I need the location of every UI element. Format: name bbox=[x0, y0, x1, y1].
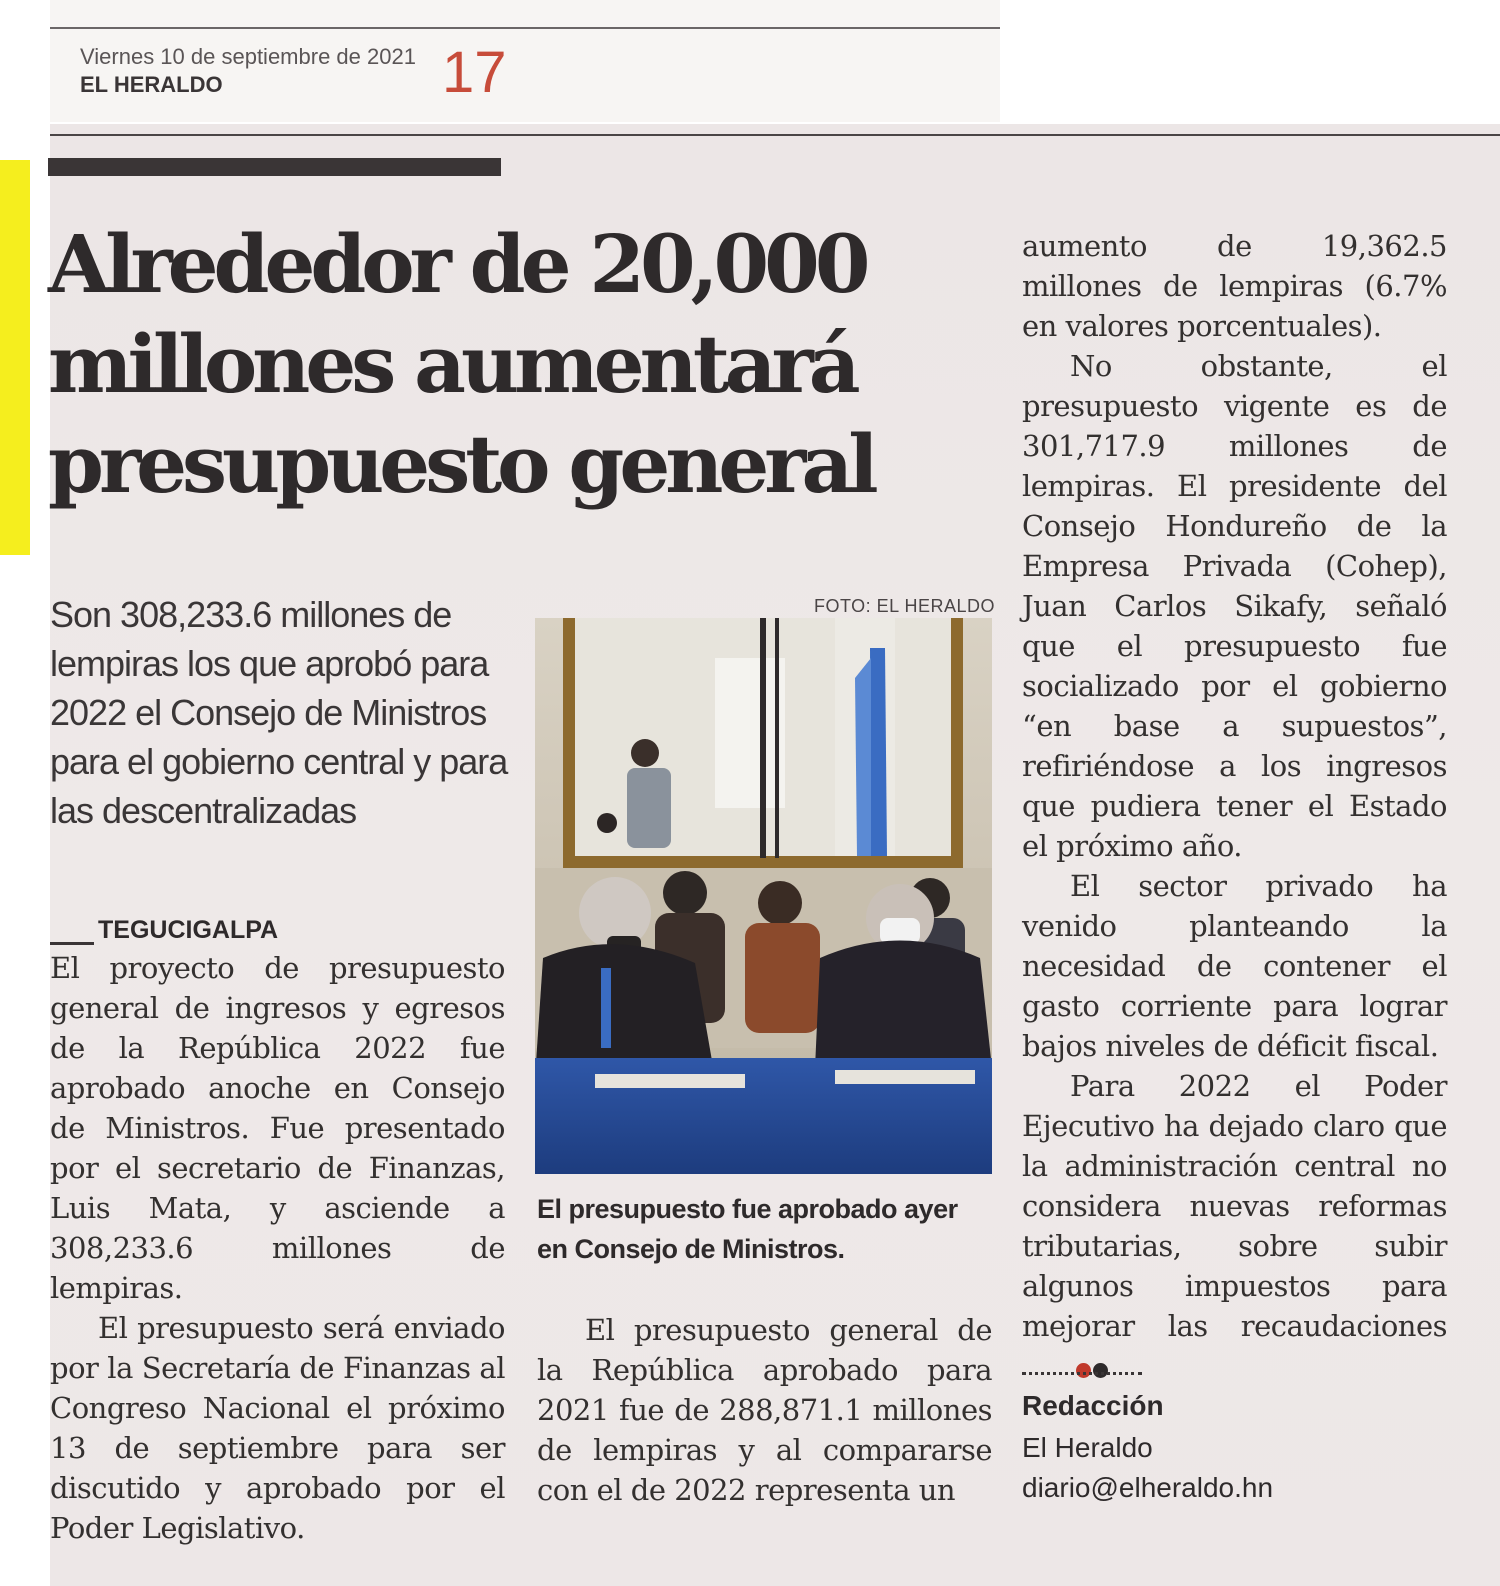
highlighter-mark bbox=[0, 160, 30, 555]
headline bbox=[48, 214, 998, 514]
article-photo bbox=[535, 618, 992, 1174]
byline-separator bbox=[1022, 1372, 1142, 1375]
page-number: 17 bbox=[442, 40, 507, 105]
body-column-1 bbox=[50, 948, 505, 1548]
issue-date: Viernes 10 de septiembre de 2021 bbox=[80, 44, 416, 69]
header-rule bbox=[50, 27, 1000, 29]
section-bar bbox=[48, 158, 501, 176]
newspaper-name: EL HERALDO bbox=[80, 72, 223, 97]
body-column-3 bbox=[1022, 226, 1447, 1388]
clipping-rule bbox=[50, 134, 1500, 136]
photo-caption: El presupuesto fue aprobado ayer en Consejo de Ministros. bbox=[537, 1194, 958, 1264]
headline-line: millones aumentará bbox=[48, 317, 856, 411]
headline-line: Alrededor de 20,000 bbox=[48, 217, 866, 311]
byline-email: diario@elheraldo.hn bbox=[1022, 1472, 1274, 1503]
body-paragraph: El sector privado ha venido planteando la necesidad de contener el gasto corriente para lograr bajos niveles de déficit fiscal. bbox=[1022, 869, 1447, 1063]
final-paragraph-text: Para 2022 el Poder Ejecutivo ha dejado claro que la administración central no considera nuevas reformas tributarias, sobre subir algunos impuestos para mejorar las recaudaciones bbox=[1022, 1069, 1447, 1343]
end-dot-dark bbox=[1093, 1363, 1108, 1378]
dateline-rule bbox=[50, 942, 94, 945]
dateline: TEGUCIGALPA bbox=[98, 916, 279, 944]
body-paragraph: No obstante, el presupuesto vigente es de 301,717.9 millones de lempiras. El presidente del Consejo Hondureño de la Empresa Privada (Cohep), Juan Carlos Sikafy, señaló que el presupuesto fue socializado por el gobierno “en base a supuestos”, refiriéndose a los ingresos que pudiera tener el Estado el próximo año. bbox=[1022, 349, 1447, 863]
body-paragraph bbox=[1022, 1066, 1447, 1388]
body-paragraph: aumento de 19,362.5 millones de lempiras (6.7% en valores porcentuales). bbox=[1022, 229, 1447, 343]
byline-name: Redacción bbox=[1022, 1390, 1164, 1421]
body-paragraph: El presupuesto general de la República aprobado para 2021 fue de 288,871.1 millones de lempiras y al compararse con el de 2022 representa un bbox=[537, 1313, 992, 1507]
headline-line: presupuesto general bbox=[48, 417, 874, 511]
photo-credit: FOTO: EL HERALDO bbox=[814, 596, 996, 616]
end-dot-red bbox=[1076, 1363, 1091, 1378]
body-paragraph: El presupuesto será enviado por la Secretaría de Finanzas al Congreso Nacional el próximo 13 de septiembre para ser discutido y aprobado por el Poder Legislativo. bbox=[50, 1311, 505, 1545]
body-column-2 bbox=[537, 1310, 992, 1510]
end-of-article-marker bbox=[1028, 1348, 1110, 1388]
body-paragraph: El proyecto de presupuesto general de ingresos y egresos de la República 2022 fue aprobado anoche en Consejo de Ministros. Fue presentado por el secretario de Finanzas, Luis Mata, y asciende a 308,233.6 millones de lempiras. bbox=[50, 951, 505, 1305]
deck-subtitle: Son 308,233.6 millones de lempiras los que aprobó para 2022 el Consejo de Ministros para el gobierno central y para las descentralizadas bbox=[50, 594, 508, 831]
byline-organization: El Heraldo bbox=[1022, 1432, 1153, 1463]
